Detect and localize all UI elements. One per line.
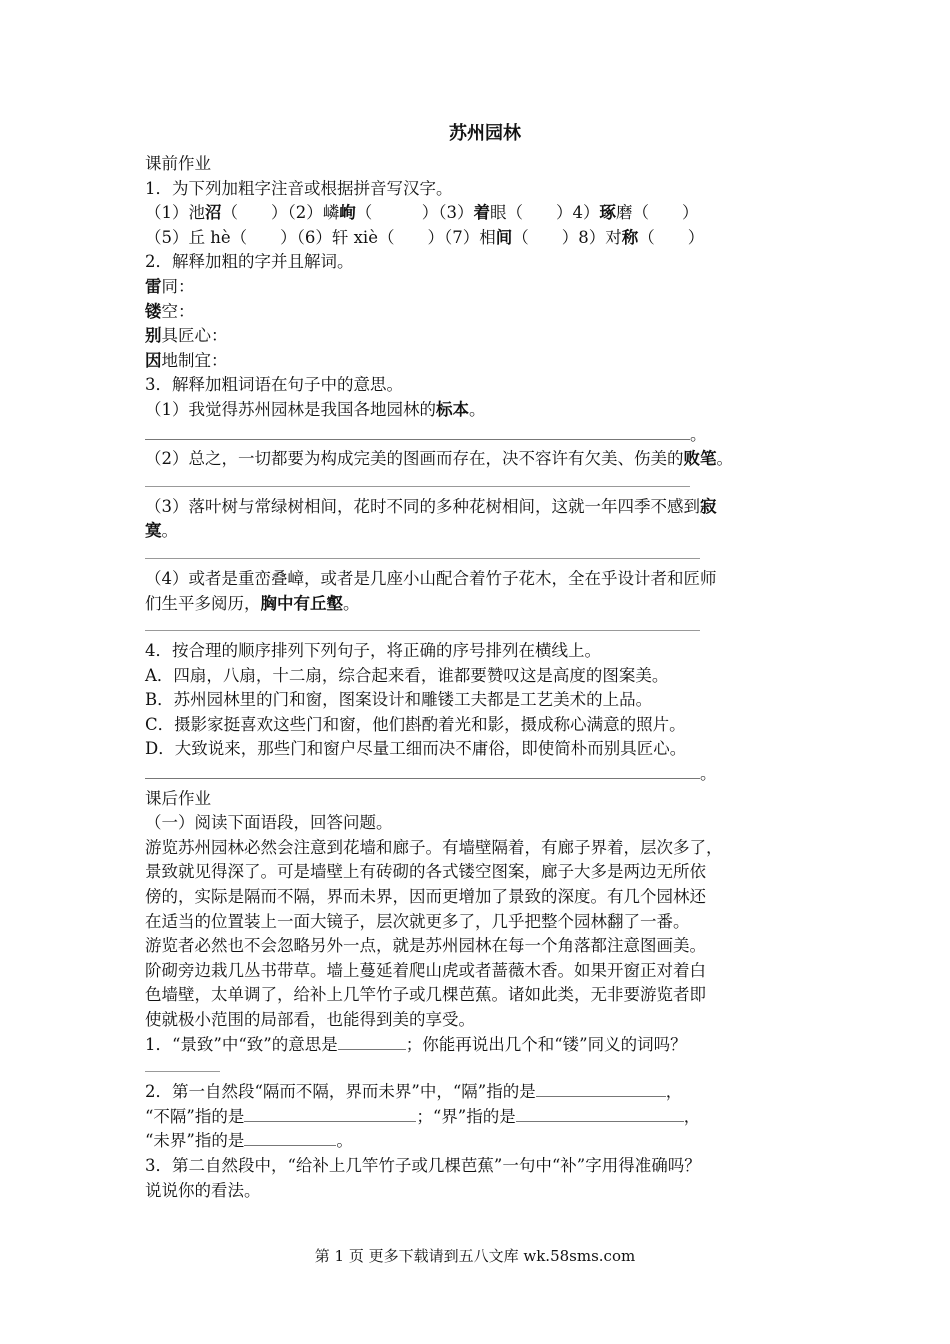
q4-prompt: 4．按合理的顺序排列下列句子，将正确的序号排列在横线上。 xyxy=(145,641,601,661)
reading-paragraph-2-line: 色墙壁，太单调了，给补上几竿竹子或几棵芭蕉。诸如此类，无非要游览者即 xyxy=(145,985,706,1005)
q2-item: 别具匠心： xyxy=(145,326,228,346)
q3-sentence-3b: 寞。 xyxy=(145,521,178,541)
q2-item: 因地制宜： xyxy=(145,350,228,370)
q3-answer-line-3[interactable] xyxy=(145,544,700,559)
document-title: 苏州园林 xyxy=(449,123,521,144)
reading-paragraph-2-line: 游览者必然也不会忽略另外一点，就是苏州园林在每一个角落都注意图画美。 xyxy=(145,936,706,956)
q1-prompt: 1．为下列加粗字注音或根据拼音写汉字。 xyxy=(145,178,453,198)
q4-option-c: C．摄影家挺喜欢这些门和窗，他们斟酌着光和影，摄成称心满意的照片。 xyxy=(145,714,686,734)
q3-answer-line-2[interactable] xyxy=(145,472,690,487)
reading-heading: （一）阅读下面语段，回答问题。 xyxy=(145,813,393,833)
reading-q1-answer-line[interactable] xyxy=(145,1057,220,1072)
q3-sentence-2: （2）总之，一切都要为构成完美的图画而存在，决不容许有欠美、伤美的败笔。 xyxy=(145,449,733,469)
reading-paragraph-1-line: 在适当的位置装上一面大镜子，层次就更多了，几乎把整个园林翻了一番。 xyxy=(145,911,690,931)
q2-prompt: 2．解释加粗的字并且解词。 xyxy=(145,252,354,272)
reading-paragraph-2-line: 使就极小范围的局部看，也能得到美的享受。 xyxy=(145,1010,475,1029)
answer-blank[interactable] xyxy=(536,1084,666,1097)
reading-paragraph-2-line: 阶砌旁边栽几丛书带草。墙上蔓延着爬山虎或者蔷薇木香。如果开窗正对着白 xyxy=(145,960,706,980)
q1-row2: （5）丘 hè（ ）（6）轩 xiè（ ）（7）相间（ ）8）对称（ ） xyxy=(145,227,705,247)
document-page xyxy=(145,122,825,1203)
q4-option-d: D．大致说来，那些门和窗户尽量工细而决不庸俗，即使简朴而别具匠心。 xyxy=(145,739,687,759)
reading-paragraph-1-line: 傍的，实际是隔而不隔，界而未界，因而更增加了景致的深度。有几个园林还 xyxy=(145,887,706,907)
q3-prompt: 3．解释加粗词语在句子中的意思。 xyxy=(145,375,403,395)
reading-question-3: 3．第二自然段中，“给补上几竿竹子或几棵芭蕉”一句中“补”字用得准确吗？ xyxy=(145,1155,701,1175)
reading-question-2-end: “未界”指的是 。 xyxy=(145,1131,353,1151)
answer-blank[interactable] xyxy=(244,1133,336,1146)
q4-option-a: A．四扇，八扇，十二扇，综合起来看，谁都要赞叹这是高度的图案美。 xyxy=(145,665,669,685)
q3-sentence-3a: （3）落叶树与常绿树相间，花时不同的多种花树相间，这就一年四季不感到寂 xyxy=(145,496,717,516)
section-post-class: 课后作业 xyxy=(145,788,211,808)
answer-blank[interactable] xyxy=(244,1109,416,1122)
q2-item: 镂空： xyxy=(145,301,195,321)
reading-paragraph-1-line: 游览苏州园林必然会注意到花墙和廊子。有墙壁隔着，有廊子界着，层次多了， xyxy=(145,837,723,857)
reading-paragraph-1-line: 景致就见得深了。可是墙壁上有砖砌的各式镂空图案，廊子大多是两边无所依 xyxy=(145,862,706,882)
q3-sentence-4b: 们生平多阅历，胸中有丘壑。 xyxy=(145,593,360,613)
q4-answer-line[interactable]: 。 xyxy=(145,762,825,787)
q2-item: 雷同： xyxy=(145,276,195,296)
q3-answer-line-4[interactable] xyxy=(145,616,700,631)
answer-blank[interactable] xyxy=(516,1109,684,1122)
page-footer: 第 1 页 更多下载请到五八文库 wk.58sms.com xyxy=(314,1247,636,1265)
reading-question-1: 1．“景致”中“致”的意思是 ；你能再说出几个和“镂”同义的词吗？ xyxy=(145,1034,687,1054)
q1-row1: （1）池沼（ ）（2）嶙峋（ ）（3）着眼（ ）4）琢磨（ ） xyxy=(145,203,699,223)
q4-option-b: B．苏州园林里的门和窗，图案设计和雕镂工夫都是工艺美术的上品。 xyxy=(145,690,653,710)
q3-sentence-1: （1）我觉得苏州园林是我国各地园林的标本。 xyxy=(145,399,486,419)
q3-sentence-4a: （4）或者是重峦叠嶂，或者是几座小山配合着竹子花木，全在乎设计者和匠师 xyxy=(145,568,717,588)
reading-question-2-cont: “不隔”指的是 ；“界”指的是 ， xyxy=(145,1106,701,1126)
reading-question-2: 2．第一自然段“隔而不隔，界而未界”中，“隔”指的是 ， xyxy=(145,1082,683,1102)
q3-answer-line-1[interactable]: 。 xyxy=(145,423,825,448)
answer-blank[interactable] xyxy=(338,1037,406,1050)
section-pre-class: 课前作业 xyxy=(145,154,211,173)
reading-question-3-cont: 说说你的看法。 xyxy=(145,1180,261,1200)
